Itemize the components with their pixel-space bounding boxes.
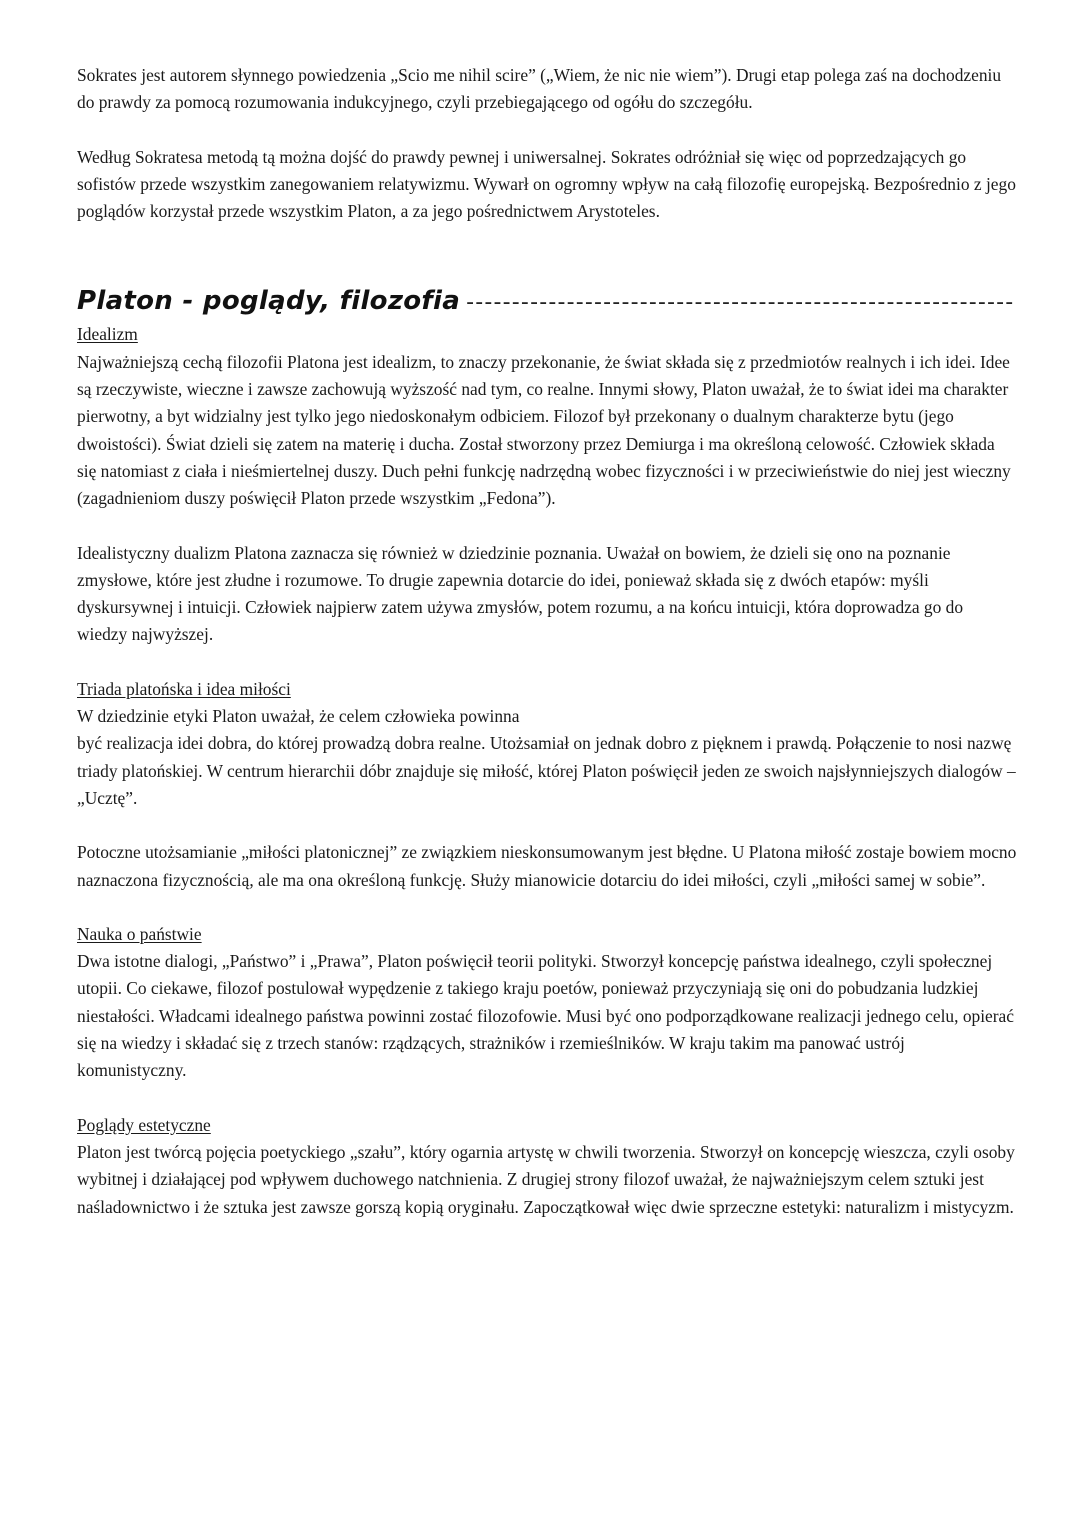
- section-title: Platon - poglądy, filozofia: [77, 286, 461, 317]
- triada-paragraph-1: być realizacja idei dobra, do której prowadzą dobra realne. Utożsamiał on jednak dobro z pięknem i prawdą. Połączenie to nosi nazwę triady platońskiej. W centrum hierarchii dóbr znajduje się miłość, której Platon poświęcił jeden ze swoich najsłynniejszych dialogów – „Ucztę”.: [77, 733, 1016, 808]
- idealizm-paragraph-1: Najważniejszą cechą filozofii Platona jest idealizm, to znaczy przekonanie, że świat składa się z przedmiotów realnych i ich idei. Idee są rzeczywiste, wieczne i zawsze zachowują wyższość nad tym, co realne. Innymi słowy, Platon uważał, że to świat idei ma charakter pierwotny, a byt widzialny jest tylko jego niedoskonałym odbiciem. Filozof był przekonany o dualnym charakterze bytu (jego dwoistości). Świat dzieli się zatem na materię i ducha. Został stworzony przez Demiurga i ma określoną celowość. Człowiek składa się natomiast z ciała i nieśmiertelnej duszy. Duch pełni funkcję nadrzędną wobec fizyczności i w przeciwieństwie do niej jest wieczny (zagadnieniom duszy poświęcił Platon przede wszystkim „Fedona”).: [77, 351, 1011, 509]
- idealizm-paragraph-2: Idealistyczny dualizm Platona zaznacza się również w dziedzinie poznania. Uważał on bowiem, że dzieli się ono na poznanie zmysłowe, które jest złudne i rozumowe. To drugie zapewnia dotarcie do idei, ponieważ składa się z dwóch etapów: myśli dyskursywnej i intuicji. Człowiek najpierw zatem używa zmysłów, potem rozumu, a na końcu intuicji, która doprowadza go do wiedzy najwyższej.: [77, 542, 964, 645]
- subheading-idealizm: Idealizm: [77, 324, 138, 345]
- subheading-triada: Triada platońska i idea miłości: [77, 678, 291, 699]
- intro-paragraph-1: Sokrates jest autorem słynnego powiedzenia „Scio me nihil scire” („Wiem, że nic nie wiem”). Drugi etap polega zaś na dochodzeniu do prawdy za pomocą rozumowania indukcyjnego, czyli przebiegającego od ogółu do szczegółu.: [77, 65, 1002, 113]
- subheading-estetyka: Poglądy estetyczne: [77, 1114, 211, 1135]
- section-rule: ------------------------------------------------------------: [466, 290, 1015, 316]
- section-heading: [77, 283, 1017, 321]
- triada-paragraph-2: Potoczne utożsamianie „miłości platonicznej” ze związkiem nieskonsumowanym jest błędne. U Platona miłość zostaje bowiem mocno naznaczona fizycznością, ale ma ona określoną funkcję. Służy mianowicie dotarciu do idei miłości, czyli „miłości samej w sobie”.: [77, 842, 1017, 890]
- document-page: [77, 62, 1017, 1221]
- triada-line-1: W dziedzinie etyki Platon uważał, że celem człowieka powinna: [77, 706, 520, 727]
- panstwo-paragraph-1: Dwa istotne dialogi, „Państwo” i „Prawa”, Platon poświęcił teorii polityki. Stworzył koncepcję państwa idealnego, czyli społecznej utopii. Co ciekawe, filozof postulował wypędzenie z takiego kraju poetów, ponieważ przyczyniają się oni do pobudzania ludzkiej niestałości. Władcami idealnego państwa powinni zostać filozofowie. Musi być ono podporządkowane realizacji jednego celu, opierać się na wiedzy i składać się z trzech stanów: rządzących, strażników i rzemieślników. W kraju takim ma panować ustrój komunistyczny.: [77, 951, 1014, 1081]
- subheading-panstwo: Nauka o państwie: [77, 923, 202, 944]
- estetyka-paragraph-1: Platon jest twórcą pojęcia poetyckiego „szału”, który ogarnia artystę w chwili tworzenia. Stworzył on koncepcję wieszcza, czyli osoby wybitnej i działającej pod wpływem duchowego natchnienia. Z drugiej strony filozof uważał, że najważniejszym celem sztuki jest naśladownictwo i że sztuka jest zawsze gorszą kopią oryginału. Zapoczątkował więc dwie sprzeczne estetyki: naturalizm i mistycyzm.: [77, 1141, 1015, 1217]
- intro-paragraph-2: Według Sokratesa metodą tą można dojść do prawdy pewnej i uniwersalnej. Sokrates odróżniał się więc od poprzedzających go sofistów przede wszystkim zanegowaniem relatywizmu. Wywarł on ogromny wpływ na całą filozofię europejską. Bezpośrednio z jego poglądów korzystał przede wszystkim Platon, a za jego pośrednictwem Arystoteles.: [77, 146, 1016, 222]
